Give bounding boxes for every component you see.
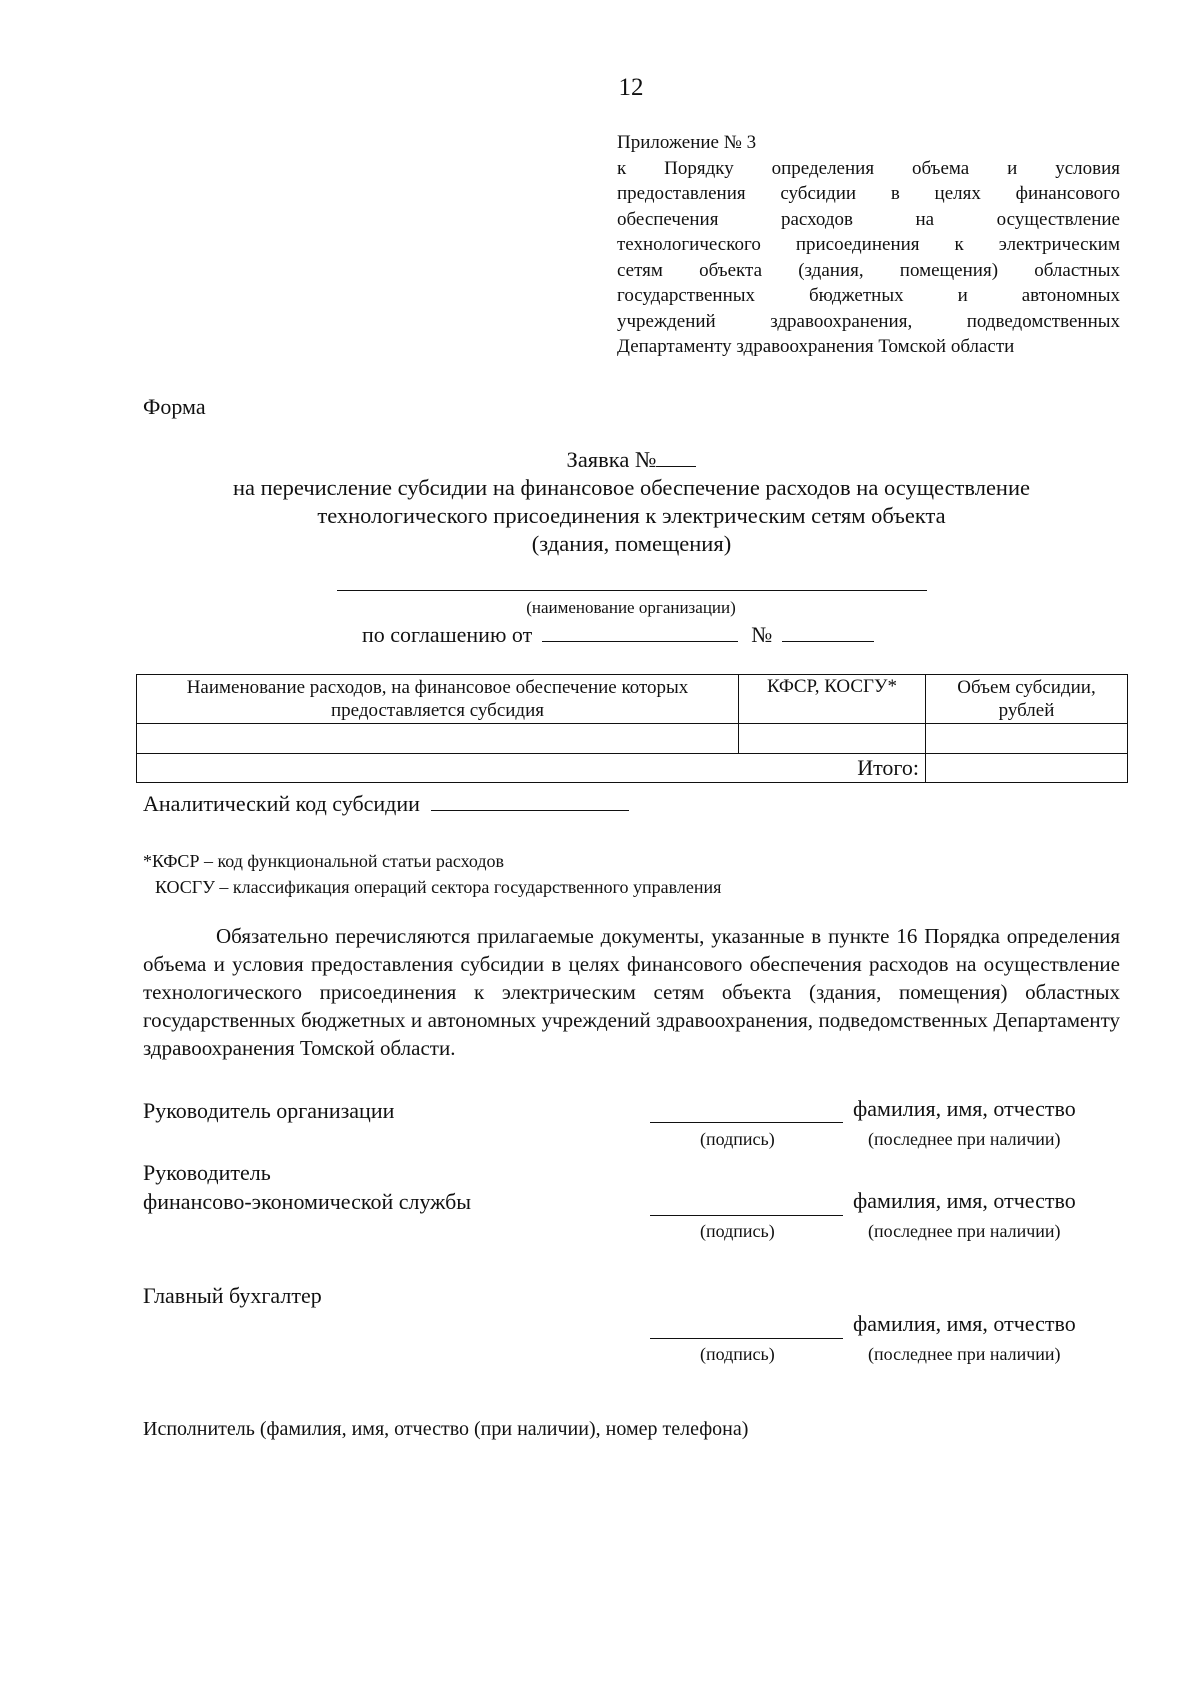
table-row <box>137 724 1128 754</box>
title-line-1 <box>140 446 1123 474</box>
annex-line: технологического присоединения к электрическим <box>617 234 1120 255</box>
footnote-kosgu: КОСГУ – классификация операций сектора государственного управления <box>155 877 722 897</box>
head-signature-caption: (подпись) <box>700 1129 775 1149</box>
required-documents-paragraph <box>143 922 1120 1062</box>
annex-line: государственных бюджетных и автономных <box>617 285 1120 306</box>
finance-head-fio-caption: (последнее при наличии) <box>868 1221 1061 1241</box>
organization-caption: (наименование организации) <box>526 598 736 617</box>
title-line-4: (здания, помещения) <box>531 531 732 556</box>
agreement-line <box>362 621 874 648</box>
title-line-3: технологического присоединения к электрическим сетям объекта <box>317 503 946 528</box>
head-of-organization-label: Руководитель организации <box>143 1098 395 1123</box>
cell-expense-name[interactable] <box>137 724 739 754</box>
analytic-code-blank[interactable] <box>431 790 629 811</box>
finance-head-label-line-2: финансово-экономической службы <box>143 1189 472 1214</box>
table-header-row <box>137 675 1128 724</box>
page-number: 12 <box>618 74 644 101</box>
analytic-code <box>143 790 629 817</box>
head-fio: фамилия, имя, отчество <box>853 1096 1076 1121</box>
executor-line: Исполнитель (фамилия, имя, отчество (при наличии), номер телефона) <box>143 1418 749 1440</box>
annex-line: к Порядку определения объема и условия <box>617 157 1120 179</box>
chief-accountant-fio: фамилия, имя, отчество <box>853 1311 1076 1336</box>
head-fio-caption: (последнее при наличии) <box>868 1129 1061 1149</box>
paragraph-text: Обязательно перечисляются прилагаемые документы, указанные в пункте 16 Порядка определения объема и условия предоставления субсидии в целях финансового обеспечения расходов на осуществление технологического присоединения к электрическим сетям объекта (здания, помещения) областных государственных бюджетных и автономных учреждений здравоохранения, подведомственных Департаменту здравоохранения Томской области. <box>143 924 1120 1060</box>
footnote-kfsr: *КФСР – код функциональной статьи расходов <box>143 851 505 871</box>
document-title <box>140 446 1123 558</box>
annex-line: учреждений здравоохранения, подведомственных <box>617 310 1120 332</box>
head-signature-line[interactable] <box>650 1122 843 1123</box>
application-number-blank[interactable] <box>656 446 696 467</box>
annex-line: Департаменту здравоохранения Томской области <box>617 336 1015 357</box>
agreement-prefix: по соглашению от <box>362 622 533 647</box>
annex-line: сетям объекта (здания, помещения) областных <box>617 259 1120 281</box>
table-total-row <box>137 754 1128 783</box>
analytic-code-label: Аналитический код субсидии <box>143 791 420 816</box>
cell-subsidy-amount[interactable] <box>926 724 1128 754</box>
agreement-number-blank[interactable] <box>782 621 874 642</box>
header-kfsr-kosgu: КФСР, КОСГУ* <box>739 675 926 724</box>
finance-head-signature-caption: (подпись) <box>700 1221 775 1241</box>
chief-accountant-signature-caption: (подпись) <box>700 1344 775 1364</box>
finance-head-label <box>143 1158 471 1216</box>
chief-accountant-signature-line[interactable] <box>650 1338 843 1339</box>
annex-block <box>617 130 1120 360</box>
chief-accountant-fio-caption: (последнее при наличии) <box>868 1344 1061 1364</box>
chief-accountant-label: Главный бухгалтер <box>143 1283 322 1308</box>
cell-total-amount[interactable] <box>926 754 1128 783</box>
annex-line: обеспечения расходов на осуществление <box>617 208 1120 230</box>
annex-line: предоставления субсидии в целях финансового <box>617 183 1120 204</box>
finance-head-signature-line[interactable] <box>650 1215 843 1216</box>
header-expense-name: Наименование расходов, на финансовое обеспечение которых предоставляется субсидия <box>137 675 739 724</box>
agreement-number-sign: № <box>751 622 773 647</box>
cell-kfsr-kosgu[interactable] <box>739 724 926 754</box>
annex-title: Приложение № 3 <box>617 132 757 153</box>
form-label: Форма <box>143 394 206 419</box>
title-line-2: на перечисление субсидии на финансовое обеспечение расходов на осуществление <box>232 475 1031 500</box>
header-subsidy-amount: Объем субсидии, рублей <box>926 675 1128 724</box>
total-label: Итого: <box>137 754 926 783</box>
application-number-label: Заявка № <box>566 447 657 472</box>
agreement-date-blank[interactable] <box>542 621 738 642</box>
organization-name-line[interactable] <box>337 590 927 591</box>
subsidy-table <box>136 674 1128 783</box>
finance-head-label-line-1: Руководитель <box>143 1160 271 1185</box>
finance-head-fio: фамилия, имя, отчество <box>853 1188 1076 1213</box>
